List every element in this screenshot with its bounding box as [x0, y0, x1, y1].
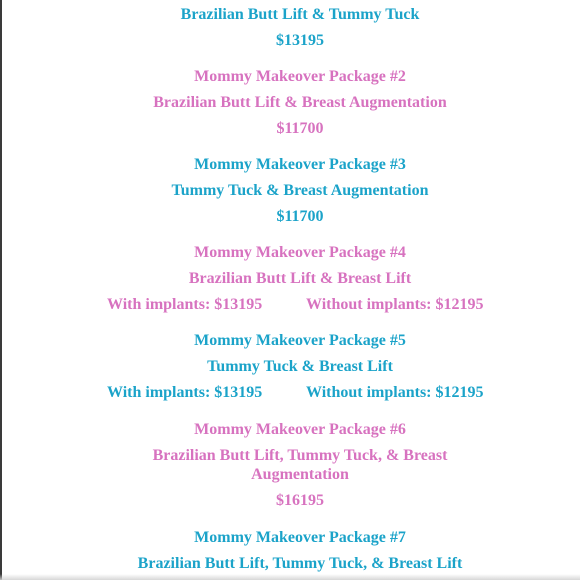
- package-4-without-implants-price: Without implants: $12195: [306, 296, 484, 313]
- package-5-title: Mommy Makeover Package #5: [194, 332, 406, 349]
- package-7-title: Mommy Makeover Package #7: [194, 529, 406, 546]
- package-6-procedures-line-2: Augmentation: [251, 466, 349, 483]
- package-5-procedures: Tummy Tuck & Breast Lift: [207, 358, 393, 375]
- package-4-title: Mommy Makeover Package #4: [194, 244, 406, 261]
- package-3-price: $11700: [276, 208, 324, 225]
- package-1-price: $13195: [276, 32, 324, 49]
- package-1-procedures: Brazilian Butt Lift & Tummy Tuck: [180, 6, 420, 23]
- bottom-edge-shadow: [0, 574, 580, 580]
- package-2-title: Mommy Makeover Package #2: [194, 68, 406, 85]
- package-5-with-implants-price: With implants: $13195: [107, 384, 263, 401]
- package-6-title: Mommy Makeover Package #6: [194, 421, 406, 438]
- package-4-procedures: Brazilian Butt Lift & Breast Lift: [188, 270, 412, 287]
- package-5-without-implants-price: Without implants: $12195: [306, 384, 484, 401]
- package-3-title: Mommy Makeover Package #3: [194, 156, 406, 173]
- package-4-with-implants-price: With implants: $13195: [107, 296, 263, 313]
- package-7-procedures: Brazilian Butt Lift, Tummy Tuck, & Breast Lift: [137, 555, 463, 572]
- package-3-procedures: Tummy Tuck & Breast Augmentation: [171, 182, 429, 199]
- package-6-price: $16195: [276, 492, 324, 509]
- package-6-procedures-line-1: Brazilian Butt Lift, Tummy Tuck, & Breast: [152, 447, 448, 464]
- package-2-price: $11700: [276, 120, 324, 137]
- package-2-procedures: Brazilian Butt Lift & Breast Augmentation: [153, 94, 447, 111]
